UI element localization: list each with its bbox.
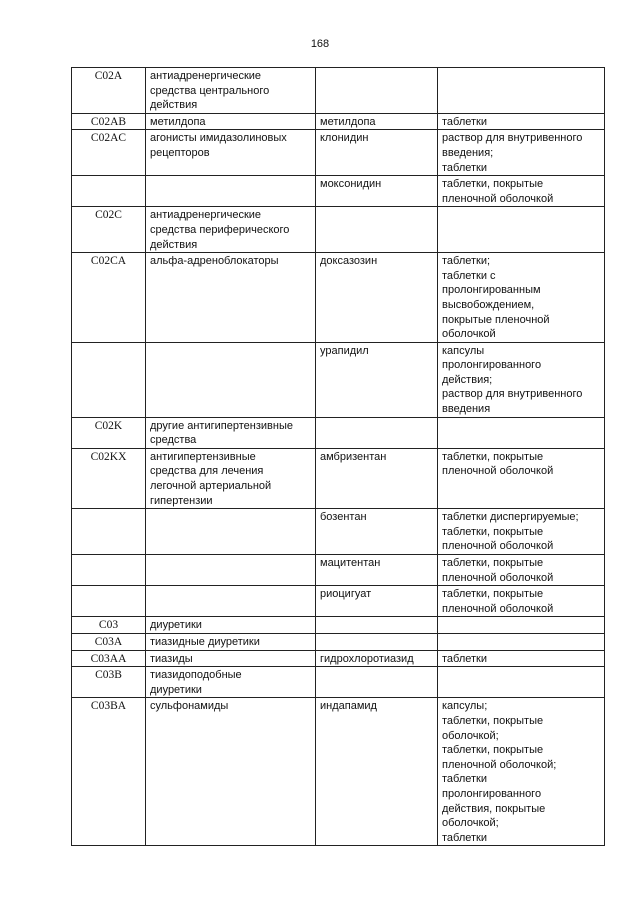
dosage-form-line: таблетки, покрытые [442,525,544,538]
atc-code-cell [72,176,146,207]
dosage-form-cell [438,130,605,176]
dosage-form-cell [438,176,605,207]
dosage-form-line: таблетки, покрытые [442,450,544,463]
table-row [72,633,605,650]
table-row [72,113,605,130]
dosage-form-line: пленочной оболочкой [442,465,554,478]
group-name-line: средства периферического [150,223,290,236]
drug-name-line: риоцигуат [320,588,372,601]
table-row [72,448,605,508]
table-row [72,253,605,343]
drug-name-cell [316,509,438,555]
dosage-form-line: пролонгированного [442,787,542,800]
dosage-form-cell [438,509,605,555]
group-name-cell [146,417,316,448]
atc-code-cell [72,342,146,417]
group-name-line: гипертензии [150,494,213,507]
dosage-form-cell [438,586,605,617]
dosage-form-line: оболочкой [442,328,496,341]
drug-name-cell [316,448,438,508]
group-name-cell [146,207,316,253]
dosage-form-line: пленочной оболочкой [442,540,554,553]
drug-name-cell [316,586,438,617]
dosage-form-line: высвобождением, [442,298,535,311]
drug-name-cell [316,417,438,448]
dosage-form-cell [438,342,605,417]
atc-code-cell: C03BA [72,698,146,846]
group-name-cell [146,113,316,130]
group-name-line: средства [150,434,197,447]
group-name-line: действия [150,238,198,251]
group-name-line: антиадренергические [150,209,262,222]
dosage-form-cell [438,698,605,846]
table-body [72,68,605,846]
atc-code-cell: C02A [72,68,146,114]
table-row [72,667,605,698]
drug-name-line: моксонидин [320,178,382,191]
dosage-form-line: таблетки, покрытые [442,178,544,191]
dosage-form-line: таблетки, покрытые [442,557,544,569]
page-number: 168 [310,38,330,50]
dosage-form-line: таблетки [442,831,488,844]
dosage-form-line: таблетки [442,652,488,665]
drug-name-line: урапидил [320,344,369,357]
dosage-form-line: оболочкой; [442,817,499,830]
table-row [72,130,605,176]
group-name-line: сульфонамиды [150,700,229,713]
dosage-form-cell [438,555,605,586]
dosage-form-line: пролонгированным [442,284,541,297]
dosage-form-line: капсулы; [442,700,488,713]
group-name-cell [146,509,316,555]
table-row [72,555,605,586]
drug-name-cell [316,176,438,207]
dosage-form-line: введения [442,403,491,416]
drug-name-cell [316,555,438,586]
drug-name-cell [316,253,438,343]
atc-code-cell [72,586,146,617]
dosage-form-cell [438,113,605,130]
group-name-line: антиадренергические [150,70,262,82]
dosage-form-line: таблетки, покрытые [442,588,544,601]
group-name-line: альфа-адреноблокаторы [150,255,279,268]
drug-name-cell [316,667,438,698]
group-name-cell [146,342,316,417]
table-row [72,176,605,207]
drug-name-cell [316,650,438,667]
dosage-form-line: капсулы [442,344,485,357]
group-name-cell [146,448,316,508]
atc-code-cell: C03AA [72,650,146,667]
group-name-line: средства центрального [150,84,270,97]
atc-code-cell: C02C [72,207,146,253]
dosage-form-line: пролонгированного [442,359,542,372]
group-name-cell [146,633,316,650]
table-row [72,586,605,617]
group-name-cell [146,555,316,586]
table-row [72,509,605,555]
dosage-form-line: действия, покрытые [442,802,546,815]
atc-code-cell [72,509,146,555]
table-row [72,68,605,114]
dosage-form-line: действия; [442,373,493,386]
dosage-form-line: оболочкой; [442,729,499,742]
atc-code-cell: C02CA [72,253,146,343]
group-name-cell [146,667,316,698]
dosage-form-cell [438,253,605,343]
atc-code-cell: C02K [72,417,146,448]
group-name-line: антигипертензивные [150,450,256,463]
atc-code-cell: C02AB [72,113,146,130]
drug-name-line: амбризентан [320,450,387,463]
group-name-line: тиазидные диуретики [150,635,260,648]
dosage-form-line: таблетки с [442,269,496,282]
group-name-line: агонисты имидазолиновых [150,132,287,145]
dosage-form-line: пленочной оболочкой [442,602,554,615]
dosage-form-line: таблетки, покрытые [442,714,544,727]
dosage-form-line: таблетки, покрытые [442,744,544,757]
dosage-form-line: раствор для внутривенного [442,388,583,401]
drug-name-cell [316,68,438,114]
drug-name-cell [316,207,438,253]
atc-code-cell: C02KX [72,448,146,508]
drug-name-cell [316,617,438,634]
atc-code-cell [72,555,146,586]
dosage-form-line: таблетки [442,161,488,174]
group-name-line: метилдопа [150,115,206,128]
group-name-cell [146,68,316,114]
drug-name-line: индапамид [320,700,377,713]
atc-code-cell: C03 [72,617,146,634]
table-row [72,342,605,417]
drug-name-cell [316,113,438,130]
dosage-form-line: таблетки [442,115,488,128]
drug-name-line: метилдопа [320,115,376,128]
drug-name-line: бозентан [320,511,367,524]
dosage-form-cell [438,68,605,114]
table-row [72,417,605,448]
drug-name-cell [316,342,438,417]
dosage-form-cell [438,667,605,698]
group-name-line: рецепторов [150,146,210,159]
dosage-form-line: покрытые пленочной [442,313,550,326]
group-name-cell [146,698,316,846]
dosage-form-line: пленочной оболочкой [442,192,554,205]
atc-code-cell: C03B [72,667,146,698]
dosage-form-line: таблетки; [442,255,491,268]
table-row [72,698,605,846]
dosage-form-cell [438,650,605,667]
drug-name-cell [316,130,438,176]
drug-name-line: доксазозин [320,255,378,268]
table-row [72,207,605,253]
atc-code-cell: C03A [72,633,146,650]
dosage-form-line: раствор для внутривенного [442,132,583,145]
dosage-form-line: таблетки диспергируемые; [442,511,579,524]
drug-name-line: клонидин [320,132,369,145]
group-name-cell [146,617,316,634]
dosage-form-cell [438,633,605,650]
group-name-line: действия [150,99,198,112]
drug-classification-table [71,67,605,846]
dosage-form-line: введения; [442,146,494,159]
dosage-form-line: пленочной оболочкой [442,571,554,584]
group-name-line: диуретики [150,619,202,632]
group-name-line: тиазиды [150,652,193,665]
group-name-line: тиазидоподобные [150,669,242,682]
atc-code-cell: C02AC [72,130,146,176]
group-name-line: средства для лечения [150,465,264,478]
dosage-form-cell [438,417,605,448]
dosage-form-line: пленочной оболочкой; [442,758,557,771]
group-name-line: легочной артериальной [150,480,272,493]
group-name-cell [146,130,316,176]
table-row [72,650,605,667]
dosage-form-cell [438,207,605,253]
group-name-cell [146,586,316,617]
group-name-cell [146,253,316,343]
drug-name-cell [316,698,438,846]
group-name-cell [146,176,316,207]
dosage-form-line: таблетки [442,773,488,786]
dosage-form-cell [438,448,605,508]
dosage-form-cell [438,617,605,634]
group-name-cell [146,650,316,667]
group-name-line: другие антигипертензивные [150,419,293,432]
drug-name-line: мацитентан [320,557,381,569]
group-name-line: диуретики [150,683,202,696]
table-row [72,617,605,634]
drug-name-cell [316,633,438,650]
drug-name-line: гидрохлоротиазид [320,652,414,665]
